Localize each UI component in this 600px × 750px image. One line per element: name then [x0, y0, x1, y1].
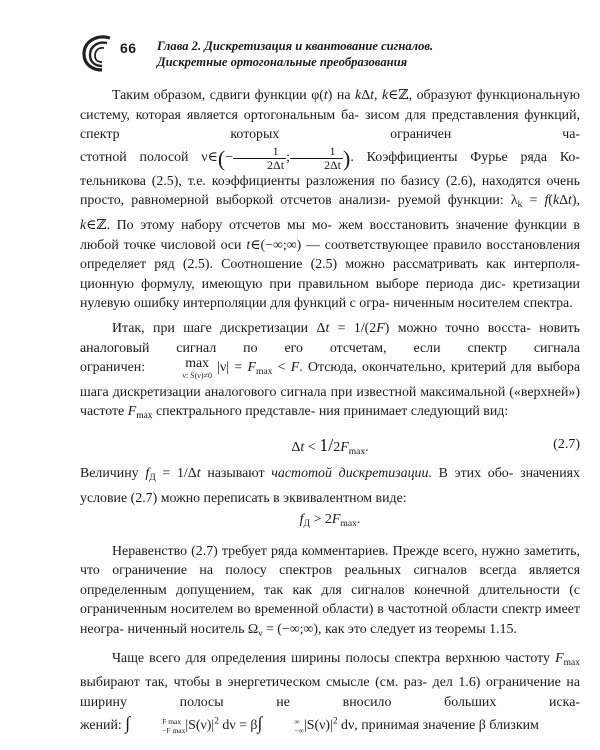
page-body — [80, 86, 580, 736]
paragraph-1: Таким образом, сдвиги функции φ(t) на kΔt, k∈ℤ, образуют функциональную систему, которая является ортогональным ба- зисом для представления функций, спектр которых ограничен ча- стотной полосой ν∈(− $\frac{1}{2\Delta t}$ ; $\frac{1}{2\Delta t}$ ). Коэффициенты Фурье ряда Ко- тельникова (2.5), т.е. коэффициенты разложения по базису (2.6), находятся очень просто, равномерной выборкой отсчетов анализи- руемой функции: $\lambda_k = f(k\Delta t)$, k∈ℤ. По этому набору отсчетов мы мо- жем восстановить значение функции в любой точке числовой оси t∈(−∞;∞) — соответствующее правило восстановления определяет ряд (2.5). Соотношение (2.5) можно рассматривать как интерполя- ционную формулу, имеющую при правильном выборе периода дис- кретизации нулевую ошибку интерполяции для функций с огра- ниченным носителем спектра. — [80, 88, 581, 312]
paragraph-3: Величину $f_Д = 1/\Delta t$ называют частотой дискретизации. В этих обо- значениях условие (2.7) можно переписать в эквивалентном виде: — [80, 465, 581, 506]
paragraph-2: Итак, при шаге дискретизации Δt = 1/(2F) можно точно восста- новить аналоговый сигнал по его отсчетам, если спектр сигнала ограничен: max ν: S(ν)≠0 $|\nu| = F_{max} < F$. Отсюда, окончательно, критерий для выбора шага дискретизации аналогового сигнала при известной максимальной («верхней») частоте $F_{max}$ спектрального представле- ния принимает следующий вид: — [80, 320, 580, 422]
page-number: 66 — [120, 40, 137, 56]
running-header — [80, 32, 580, 74]
chapter-title-line1: Глава 2. Дискретизация и квантование сигналов. — [157, 39, 434, 53]
paragraph-5: Чаще всего для определения ширины полосы спектра верхнюю частоту $F_{max}$ выбирают так, чтобы в энергетическом смысле (см. раз- дел 1.6) ограничение на ширину полосы не вносило больших иска- жений: ∫ F max −F max $|S(\nu)|^2$ dν = β∫ ∞ −∞ $|S(\nu)|^2$ dν, принимая значение β близким — [80, 650, 580, 735]
chapter-title — [157, 38, 433, 70]
paragraph-4: Неравенство (2.7) требует ряда комментариев. Прежде всего, нужно заметить, что ограничение на полосу спектров реальных сигналов всегда является определенным допущением, так как для сигналов конечной длительности (с ограниченным носителем во временной области) в частотной области спектр имеет неогра- ниченный носитель $\Omega_\nu$ = (−∞;∞), как это следует из теоремы 1.15. — [80, 543, 580, 640]
interval-formula-line: стотной полосой ν∈(− $\frac{1}{2\Delta t}$ ; $\frac{1}{2\Delta t}$ ). Коэффициенты Фурье ряда Ко- — [80, 143, 580, 172]
equation-number: (2.7) — [553, 436, 580, 452]
chapter-title-line2: Дискретные ортогональные преобразования — [157, 55, 408, 69]
formula-sampling-frequency: $f_Д > 2F_{max}$. — [299, 512, 361, 530]
energy-integral-line: жений: ∫ F max −F max $|S(\nu)|^2$ dν = β∫ ∞ −∞ $|S(\nu)|^2$ dν, принимая значение β близким — [80, 713, 539, 735]
formula-2-7: $\Delta t < 1/2F_{max}$. (2.7) — [80, 431, 580, 459]
chapter-swirl-icon — [80, 32, 118, 72]
